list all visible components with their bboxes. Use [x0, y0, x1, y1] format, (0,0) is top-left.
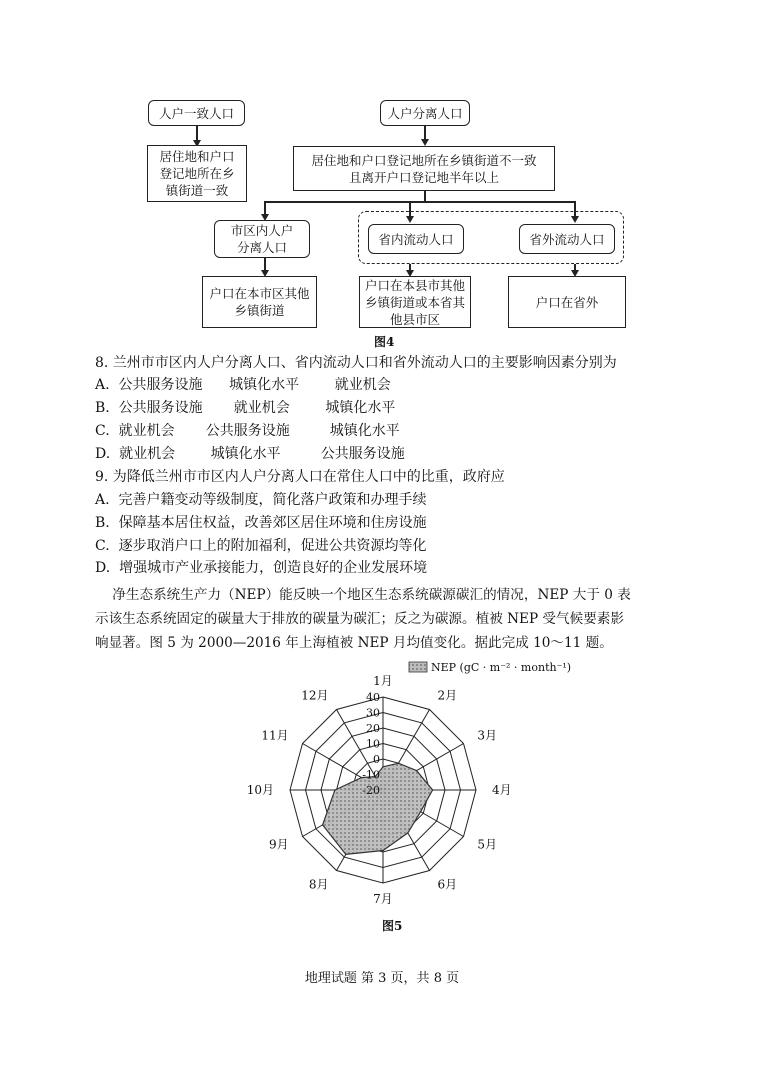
nep-point-3月 [416, 770, 418, 772]
nep-point-9月 [322, 824, 324, 826]
box-consistent-population: 人户一致人口 [148, 100, 245, 126]
nep-point-5月 [420, 811, 422, 813]
nep-point-4月 [432, 789, 434, 791]
question-9-option-b: B. 保障基本居住权益，改善郊区居住环境和住房设施 [95, 515, 427, 531]
nep-point-10月 [334, 789, 336, 791]
box-out-province-migrants: 省外流动人口 [519, 224, 615, 254]
nep-intro-paragraph [95, 583, 675, 655]
month-label: 7月 [373, 892, 393, 906]
question-8-option-b: B. 公共服务设施 就业机会 城镇化水平 [95, 400, 396, 416]
month-label: 11月 [261, 728, 289, 743]
nep-point-8月 [345, 854, 347, 856]
month-label: 10月 [246, 783, 274, 797]
question-9-option-a: A. 完善户籍变动等级制度，简化落户政策和办理手续 [95, 492, 427, 508]
axis-tick-label: -10 [362, 768, 380, 782]
box-city-separated: 市区内人户 分离人口 [214, 220, 310, 258]
axis-tick-label: 10 [366, 737, 380, 751]
axis-tick-label: 20 [366, 722, 380, 735]
month-label: 6月 [437, 877, 458, 892]
month-label: 1月 [373, 674, 393, 688]
month-label: 5月 [477, 837, 498, 852]
question-8-option-c: C. 就业机会 公共服务设施 城镇化水平 [95, 423, 400, 439]
nep-point-7月 [382, 850, 384, 852]
paragraph-line: 示该生态系统固定的碳量大于排放的碳量为碳汇；反之为碳源。植被 NEP 受气候要素影 [95, 611, 624, 627]
axis-tick-label: 0 [373, 753, 380, 766]
paragraph-line: 响显著。图 5 为 2000—2016 年上海植被 NEP 月均值变化。据此完成 10～11 题。 [95, 635, 613, 651]
nep-radar-chart [0, 655, 764, 940]
box-separated-definition: 居住地和户口登记地所在乡镇街道不一致 且离开户口登记地半年以上 [293, 146, 555, 191]
question-8-option-d: D. 就业机会 城镇化水平 公共服务设施 [95, 446, 405, 462]
box-consistent-definition: 居住地和户口 登记地所在乡 镇街道一致 [147, 145, 247, 202]
nep-point-1月 [382, 766, 384, 768]
axis-tick-label: -20 [362, 784, 380, 797]
box-in-province-migrants: 省内流动人口 [368, 224, 464, 254]
question-9-option-c: C. 逐步取消户口上的附加福利，促进公共资源均等化 [95, 538, 427, 554]
box-separated-population: 人户分离人口 [380, 100, 470, 126]
month-label: 4月 [492, 783, 512, 797]
legend-swatch [409, 662, 427, 672]
box-in-province-definition: 户口在本县市其他 乡镇街道或本省其 他县市区 [359, 276, 471, 328]
axis-tick-label: 30 [366, 706, 380, 720]
question-8-option-a: A. 公共服务设施 城镇化水平 就业机会 [95, 377, 391, 393]
paragraph-line: 净生态系统生产力（NEP）能反映一个地区生态系统碳源碳汇的情况，NEP 大于 0 表 [95, 587, 631, 603]
month-label: 2月 [437, 688, 458, 703]
question-9-option-d: D. 增强城市产业承接能力，创造良好的企业发展环境 [95, 560, 428, 576]
month-label: 3月 [477, 728, 498, 743]
month-label: 9月 [268, 837, 289, 852]
question-9-stem: 9. 为降低兰州市市区内人户分离人口在常住人口中的比重，政府应 [95, 469, 505, 485]
month-label: 12月 [301, 688, 329, 703]
legend-label: NEP (gC · m⁻² · month⁻¹) [431, 661, 572, 674]
box-out-province-definition: 户口在省外 [508, 276, 626, 328]
box-city-definition: 户口在本市区其他 乡镇街道 [202, 276, 317, 328]
nep-point-2月 [398, 762, 400, 764]
nep-point-6月 [407, 832, 409, 834]
question-8-stem: 8. 兰州市市区内人户分离人口、省内流动人口和省外流动人口的主要影响因素分别为 [95, 355, 617, 371]
figure-4-caption: 图4 [374, 335, 395, 349]
figure-5-caption: 图5 [382, 919, 403, 933]
axis-tick-label: 40 [366, 691, 380, 704]
page-footer: 地理试题 第 3 页，共 8 页 [304, 971, 460, 986]
month-label: 8月 [308, 877, 329, 892]
